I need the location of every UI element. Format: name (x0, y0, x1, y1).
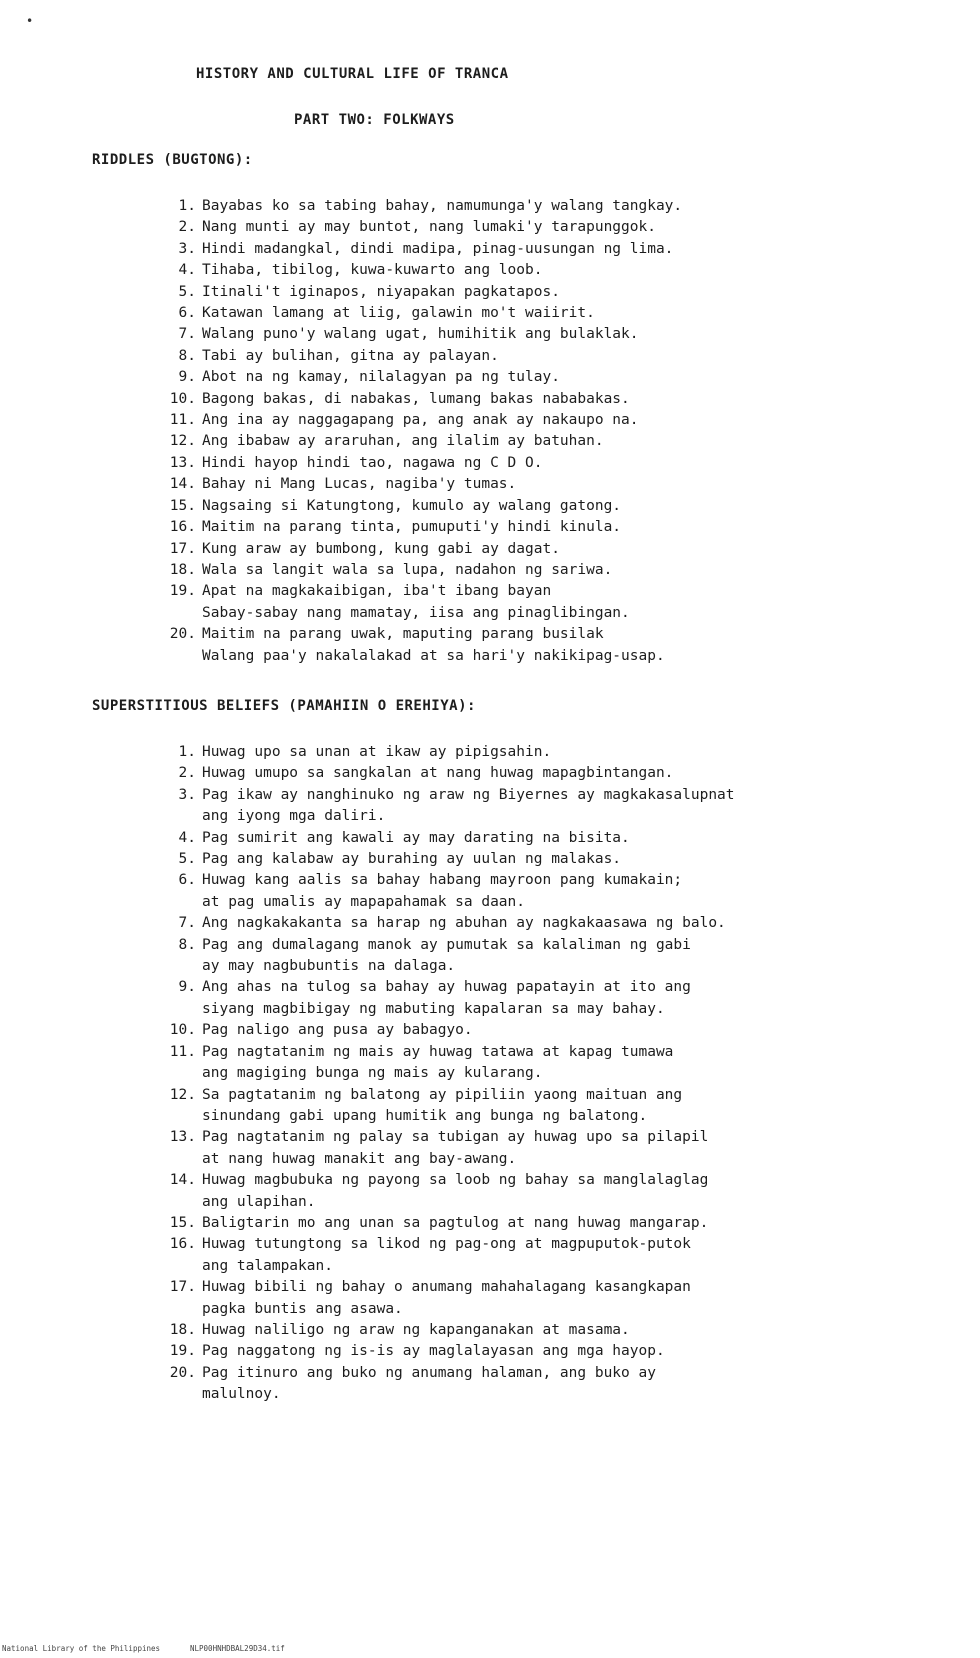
belief-item-number: 13. (169, 1129, 196, 1146)
document-title: HISTORY AND CULTURAL LIFE OF TRANCA (196, 66, 509, 82)
riddle-item (150, 474, 950, 495)
riddle-item-number: 20. (169, 626, 196, 643)
belief-item (150, 1085, 950, 1128)
belief-item (150, 849, 950, 870)
riddle-item (150, 431, 950, 452)
belief-item-text: Sa pagtatanim ng balatong ay pipiliin yaong maituan ang sinundang gabi upang humitik ang bunga ng balatong. (202, 1086, 683, 1124)
belief-item (150, 1213, 950, 1234)
riddle-item (150, 581, 950, 624)
riddle-item-number: 15. (169, 497, 196, 514)
riddle-item-text: Ang ina ay naggagapang pa, ang anak ay nakaupo na. (202, 412, 639, 429)
riddles-heading: RIDDLES (BUGTONG): (92, 152, 253, 168)
belief-item-text: Pag ang kalabaw ay burahing ay uulan ng malakas. (202, 851, 622, 868)
riddle-item-number: 14. (169, 476, 196, 493)
belief-item (150, 1234, 950, 1277)
riddle-item-number: 12. (169, 433, 196, 450)
riddle-item-number: 2. (178, 219, 196, 236)
riddle-item-text: Bayabas ko sa tabing bahay, namumunga'y walang tangkay. (202, 198, 683, 214)
belief-item (150, 742, 950, 763)
beliefs-list (150, 742, 950, 1406)
belief-item (150, 1320, 950, 1341)
riddle-item-number: 5. (178, 283, 196, 300)
belief-item-text: Huwag upo sa unan at ikaw ay pipigsahin. (202, 744, 552, 760)
riddle-item-text: Hindi madangkal, dindi madipa, pinag-uusungan ng lima. (202, 240, 674, 257)
riddle-item (150, 324, 950, 345)
beliefs-heading: SUPERSTITIOUS BELIEFS (PAMAHIIN O EREHIYA): (92, 698, 476, 714)
riddle-item (150, 496, 950, 517)
belief-item (150, 1363, 950, 1406)
belief-item-text: Baligtarin mo ang unan sa pagtulog at nang huwag mangarap. (202, 1214, 709, 1231)
riddle-item (150, 539, 950, 560)
belief-item-text: Pag itinuro ang buko ng anumang halaman, ang buko ay malulnoy. (202, 1364, 656, 1403)
riddle-item-text: Nang munti ay may buntot, nang lumaki'y tarapunggok. (202, 219, 656, 236)
footer-library: National Library of the Philippines (2, 1644, 161, 1653)
belief-item-number: 5. (178, 851, 196, 868)
riddle-item (150, 367, 950, 388)
belief-item (150, 870, 950, 913)
riddle-item-number: 18. (169, 561, 196, 578)
riddle-item (150, 282, 950, 303)
belief-item-text: Ang ahas na tulog sa bahay ay huwag papatayin at ito ang siyang magbibigay ng mabuting kapalaran sa may bahay. (202, 979, 691, 1017)
belief-item-number: 3. (178, 786, 196, 803)
riddle-item-text: Apat na magkakaibigan, iba't ibang bayan Sabay-sabay nang mamatay, iisa ang pinaglibingan. (202, 583, 630, 621)
belief-item (150, 1020, 950, 1041)
belief-item-text: Huwag umupo sa sangkalan at nang huwag mapagbintangan. (202, 765, 674, 782)
riddle-item-text: Itinali't iginapos, niyapakan pagkatapos. (202, 283, 560, 300)
belief-item (150, 1042, 950, 1085)
riddle-item-text: Maitim na parang uwak, maputing parang busilak Walang paa'y nakalalakad at sa hari'y nakikipag-usap. (202, 626, 665, 664)
riddle-item-text: Abot na ng kamay, nilalagyan pa ng tulay. (202, 369, 560, 386)
riddle-item-text: Bahay ni Mang Lucas, nagiba'y tumas. (202, 476, 517, 493)
riddle-item-text: Maitim na parang tinta, pumuputi'y hindi kinula. (202, 519, 622, 536)
belief-item-text: Pag naggatong ng is-is ay maglalayasan ang mga hayop. (202, 1343, 665, 1360)
belief-item-number: 18. (169, 1321, 196, 1338)
riddle-item-text: Walang puno'y walang ugat, humihitik ang bulaklak. (202, 326, 639, 343)
belief-item-number: 15. (169, 1214, 196, 1231)
riddles-list (150, 196, 950, 667)
belief-item-number: 20. (169, 1364, 196, 1381)
riddle-item-text: Nagsaing si Katungtong, kumulo ay walang gatong. (202, 497, 622, 514)
belief-item-number: 1. (178, 744, 196, 760)
belief-item-text: Pag sumirit ang kawali ay may darating na bisita. (202, 829, 630, 846)
riddle-item-text: Hindi hayop hindi tao, nagawa ng C D O. (202, 454, 543, 471)
riddle-item-number: 17. (169, 540, 196, 557)
belief-item-number: 12. (169, 1086, 196, 1103)
riddle-item (150, 303, 950, 324)
riddle-item-text: Katawan lamang at liig, galawin mo't waiirit. (202, 305, 595, 322)
belief-item (150, 913, 950, 934)
belief-item-text: Huwag magbubuka ng payong sa loob ng bahay sa manglalaglag ang ulapihan. (202, 1172, 709, 1210)
riddle-item-number: 6. (178, 305, 196, 322)
riddle-item-number: 1. (178, 198, 196, 214)
footer-file: NLP00HNHDBAL29D34.tif (190, 1644, 285, 1653)
belief-item (150, 763, 950, 784)
scan-mark: • (26, 14, 34, 28)
belief-item-number: 9. (178, 979, 196, 996)
belief-item (150, 1170, 950, 1213)
belief-item-text: Ang nagkakakanta sa harap ng abuhan ay nagkakaasawa ng balo. (202, 915, 726, 932)
belief-item-text: Pag ang dumalagang manok ay pumutak sa kalaliman ng gabi ay may nagbubuntis na dalaga. (202, 936, 691, 975)
riddle-item-text: Tihaba, tibilog, kuwa-kuwarto ang loob. (202, 262, 543, 279)
belief-item-number: 11. (169, 1043, 196, 1060)
belief-item-number: 14. (169, 1172, 196, 1189)
belief-item-number: 4. (178, 829, 196, 846)
belief-item-text: Huwag naliligo ng araw ng kapanganakan at masama. (202, 1321, 630, 1338)
document-subtitle: PART TWO: FOLKWAYS (294, 112, 455, 128)
belief-item-number: 17. (169, 1279, 196, 1296)
riddle-item (150, 389, 950, 410)
belief-item-text: Pag ikaw ay nanghinuko ng araw ng Biyernes ay magkakasalupnat ang iyong mga daliri. (202, 786, 735, 825)
riddle-item-number: 8. (178, 347, 196, 364)
riddle-item (150, 239, 950, 260)
belief-item (150, 977, 950, 1020)
belief-item-text: Pag nagtatanim ng palay sa tubigan ay huwag upo sa pilapil at nang huwag manakit ang bay-awang. (202, 1129, 709, 1167)
riddle-item-number: 9. (178, 369, 196, 386)
riddle-item-text: Tabi ay bulihan, gitna ay palayan. (202, 347, 499, 364)
riddle-item-text: Wala sa langit wala sa lupa, nadahon ng sariwa. (202, 561, 613, 578)
belief-item (150, 828, 950, 849)
riddle-item (150, 410, 950, 431)
riddle-item-text: Bagong bakas, di nabakas, lumang bakas nababakas. (202, 390, 630, 407)
riddle-item-number: 11. (169, 412, 196, 429)
belief-item-text: Huwag kang aalis sa bahay habang mayroon pang kumakain; at pag umalis ay mapapahamak sa daan. (202, 872, 683, 910)
riddle-item-number: 19. (169, 583, 196, 600)
belief-item (150, 1277, 950, 1320)
belief-item-number: 10. (169, 1022, 196, 1039)
belief-item (150, 935, 950, 978)
belief-item-number: 19. (169, 1343, 196, 1360)
belief-item-number: 7. (178, 915, 196, 932)
riddle-item (150, 196, 950, 217)
riddle-item-number: 10. (169, 390, 196, 407)
riddle-item-number: 16. (169, 519, 196, 536)
riddle-item (150, 346, 950, 367)
belief-item (150, 785, 950, 828)
riddle-item (150, 517, 950, 538)
riddle-item-number: 7. (178, 326, 196, 343)
riddle-item-number: 3. (178, 240, 196, 257)
belief-item-text: Pag naligo ang pusa ay babagyo. (202, 1022, 473, 1039)
belief-item-number: 6. (178, 872, 196, 889)
belief-item-number: 8. (178, 936, 196, 953)
belief-item (150, 1341, 950, 1362)
riddle-item (150, 624, 950, 667)
belief-item-text: Huwag tutungtong sa likod ng pag-ong at magpuputok-putok ang talampakan. (202, 1236, 691, 1274)
belief-item-text: Pag nagtatanim ng mais ay huwag tatawa at kapag tumawa ang magiging bunga ng mais ay kularang. (202, 1043, 674, 1082)
riddle-item (150, 260, 950, 281)
belief-item-number: 16. (169, 1236, 196, 1253)
riddle-item-text: Kung araw ay bumbong, kung gabi ay dagat. (202, 540, 560, 557)
riddle-item (150, 217, 950, 238)
belief-item (150, 1127, 950, 1170)
riddle-item (150, 560, 950, 581)
belief-item-text: Huwag bibili ng bahay o anumang mahahalagang kasangkapan pagka buntis ang asawa. (202, 1279, 691, 1317)
belief-item-number: 2. (178, 765, 196, 782)
riddle-item (150, 453, 950, 474)
riddle-item-number: 13. (169, 454, 196, 471)
riddle-item-text: Ang ibabaw ay araruhan, ang ilalim ay batuhan. (202, 433, 604, 450)
riddle-item-number: 4. (178, 262, 196, 279)
